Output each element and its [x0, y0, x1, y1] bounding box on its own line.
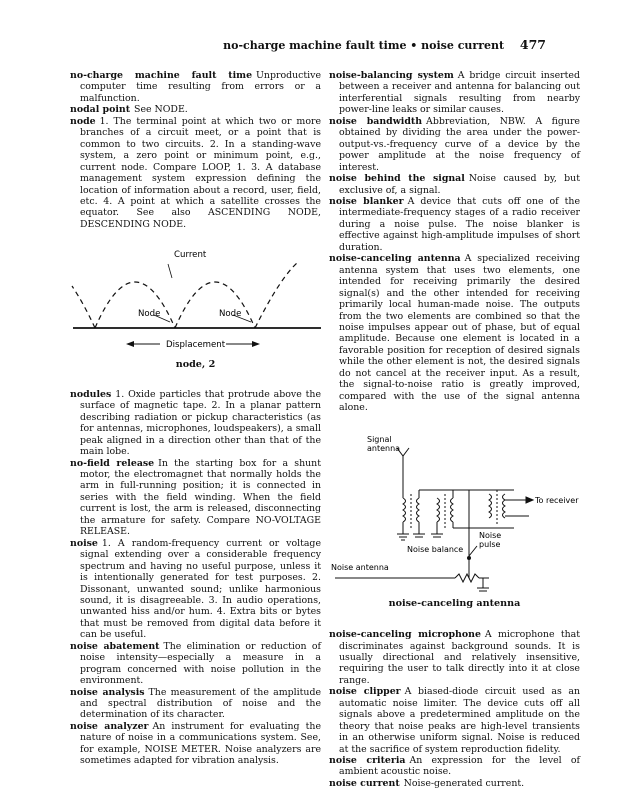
entry-definition: A specialized receiving antenna system that uses two elements, one intended for receiving primarily the desired signal(s) and the other intended for receiving primarily local human-made noise. The outputs from the two elements are combined so that the noise impulses appear out of phase, but of equal amplitude. Because one element is located in a favorable position for reception of desired signals while the other element is not, the desired signals do not cancel at the receiver input. As a result, the signal-to-noise ratio is greatly improved, compared with the use of the signal antenna alone. — [339, 253, 581, 414]
entry-definition: In the starting box for a shunt motor, the electromagnet that normally holds the arm in full-running position; it is connected in series with the field winding. When the field current is lost, the arm is released, disconnecting the armature for safety. Compare NO-VOLTAGE RELEASE. — [80, 457, 321, 538]
entry-term: noise criteria — [329, 755, 406, 767]
entry-definition: Noise caused by, but exclusive of, a signal. — [339, 173, 580, 196]
entry-nodules — [70, 389, 321, 458]
entry-term: noise analyzer — [70, 720, 149, 732]
entry-term: noise blanker — [329, 195, 404, 207]
entry-definition: A device that cuts off one of the intermediate-frequency stages of a radio receiver during a noise pulse. The noise blanker is effective against high-amplitude impulses of short duration. — [339, 195, 580, 253]
switch-arm — [469, 546, 477, 556]
entry-definition: A microphone that discriminates against background sounds. It is usually directional and relatively insensitive, requiring the user to talk directly into it at close range. — [339, 629, 580, 686]
entry-definition: The measurement of the amplitude and spectral distribution of noise and the determination of its character. — [80, 686, 321, 721]
to-receiver-label: To receiver — [535, 495, 579, 505]
entry-term: noise analysis — [70, 686, 145, 698]
entry-noise-current — [329, 778, 580, 789]
coil-5 — [489, 494, 492, 518]
standing-wave-diagram — [70, 246, 321, 354]
coil-2 — [417, 498, 420, 522]
displacement-label: Displacement — [166, 340, 226, 351]
entry-noise-blanker — [329, 196, 580, 253]
entry-noise-canceling-antenna — [329, 253, 580, 413]
noise-antenna-label: Noise antenna — [331, 562, 389, 572]
output-arrow — [526, 497, 533, 503]
page-number: 477 — [519, 37, 546, 52]
node-figure — [70, 246, 321, 370]
signal-antenna-label-1: Signal — [367, 434, 392, 444]
node-label-2: Node — [219, 309, 242, 320]
entry-definition: 1. Oxide particles that protrude above the surface of magnetic tape. 2. In a planar pattern describing radiation or pickup characteristics (as for antennas, microphones, loudspeakers), a small peak aligned in a direction other than that of the main lobe. — [80, 388, 321, 458]
entry-no-charge-machine-fault-time — [70, 70, 321, 104]
entry-definition: A biased-diode circuit used as an automatic noise limiter. The device cuts off all signals above a predetermined amplitude on the theory that noise peaks are high-level transients in an otherwise uniform signal. Noise is reduced at the sacrifice of system reproduction fidelity. — [339, 686, 580, 755]
entry-noise-analysis — [70, 687, 321, 721]
entry-definition: Noise-generated current. — [403, 777, 525, 789]
wave-arch-0 — [72, 286, 95, 328]
entry-noise-analyzer — [70, 721, 321, 767]
current-label: Current — [174, 250, 207, 261]
entry-term: nodules — [70, 388, 112, 400]
wave-arch-1 — [95, 282, 175, 328]
entry-definition: Unproductive computer time resulting from errors or a malfunction. — [80, 70, 321, 104]
coil-1 — [403, 498, 406, 522]
wave-curves — [72, 262, 298, 328]
entry-term: noise current — [329, 777, 400, 789]
entry-term: node — [70, 115, 96, 127]
entry-noise — [70, 538, 321, 641]
current-leader — [168, 264, 172, 278]
balance-resistor — [455, 574, 479, 582]
entry-noise-abatement — [70, 641, 321, 687]
entry-definition: See NODE. — [134, 104, 188, 116]
noise-pulse-label-2: pulse — [479, 539, 501, 549]
right-column — [329, 70, 580, 789]
noise-pulse-label-1: Noise — [479, 530, 502, 540]
arrowhead-left — [126, 341, 134, 347]
entry-term: noise — [70, 537, 98, 549]
entry-noise-behind-the-signal — [329, 173, 580, 196]
entry-term: noise abatement — [70, 640, 160, 652]
entry-definition: 1. A random-frequency current or voltage signal extending over a considerable frequency spectrum and having no useful purpose, unless it is intentionally generated for test purposes. 2. Dissonant, unwanted sound; unlike harmonious sound, it is disagreeable. 3. In audio operations, unwanted hiss and/or hum. 4. Extra bits or bytes that must be removed from digital data before it can be useful. — [80, 537, 321, 641]
entry-term: noise clipper — [329, 686, 401, 698]
arrowhead-right — [252, 341, 260, 347]
entry-definition: An expression for the level of ambient acoustic noise. — [339, 755, 580, 778]
left-column — [70, 70, 321, 767]
running-title: no-charge machine fault time • noise current — [223, 39, 505, 52]
entry-noise-balancing-system — [329, 70, 580, 116]
entry-noise-canceling-microphone — [329, 629, 580, 686]
running-header — [223, 37, 546, 52]
entry-definition: 1. The terminal point at which two or more branches of a circuit meet, or a point that is common to two circuits. 2. In a standing-wave system, a zero point or minimum point, e.g., current node. Compare LOOP, 1. 3. A database management system expression defining the location of information about a record, user, field, etc. 4. A point at which a satellite crosses the equator. See also ASCENDING NODE, DESCENDING NODE. — [80, 115, 321, 230]
antenna-figure — [329, 428, 580, 609]
noise-canceling-antenna-schematic — [329, 428, 580, 596]
entry-no-field-release — [70, 458, 321, 538]
entry-term: noise-balancing system — [329, 70, 454, 81]
entry-nodal-point — [70, 104, 321, 115]
entry-term: no-field release — [70, 457, 155, 469]
wave-arch-2 — [175, 282, 255, 328]
coil-3 — [437, 498, 440, 522]
signal-antenna-label-2: antenna — [367, 443, 401, 453]
coil-4 — [451, 498, 454, 522]
node-figure-caption: node, 2 — [175, 359, 216, 371]
entry-noise-criteria — [329, 755, 580, 778]
entry-noise-clipper — [329, 686, 580, 755]
entry-term: noise-canceling antenna — [329, 253, 461, 265]
node-label-1: Node — [138, 309, 161, 320]
coil-6 — [503, 494, 506, 518]
wave-arch-3 — [255, 262, 298, 328]
entry-term: no-charge machine fault time — [70, 70, 253, 81]
entry-term: nodal point — [70, 104, 131, 116]
entry-definition: The elimination or reduction of noise intensity—especially a measure in a program concerned with noise pollution in the environment. — [80, 640, 321, 687]
antenna-figure-caption: noise-canceling antenna — [388, 597, 521, 609]
entry-term: noise behind the signal — [329, 173, 465, 185]
entry-noise-bandwidth — [329, 116, 580, 173]
entry-term: noise-canceling microphone — [329, 629, 481, 641]
entry-definition: An instrument for evaluating the nature of noise in a communications system. See, for example, NOISE METER. Noise analyzers are sometimes adapted for vibration analysis. — [80, 720, 322, 767]
entry-term: noise bandwidth — [329, 115, 423, 127]
noise-balance-label: Noise balance — [407, 544, 464, 554]
entry-node — [70, 116, 321, 231]
entry-definition: Abbreviation, NBW. A figure obtained by dividing the area under the power-output-vs.-frequency curve of a device by the power amplitude at the noise frequency of interest. — [339, 115, 580, 173]
entry-definition: A bridge circuit inserted between a receiver and antenna for balancing out interferential signals resulting from nearby power-line leaks or similar causes. — [339, 70, 580, 116]
